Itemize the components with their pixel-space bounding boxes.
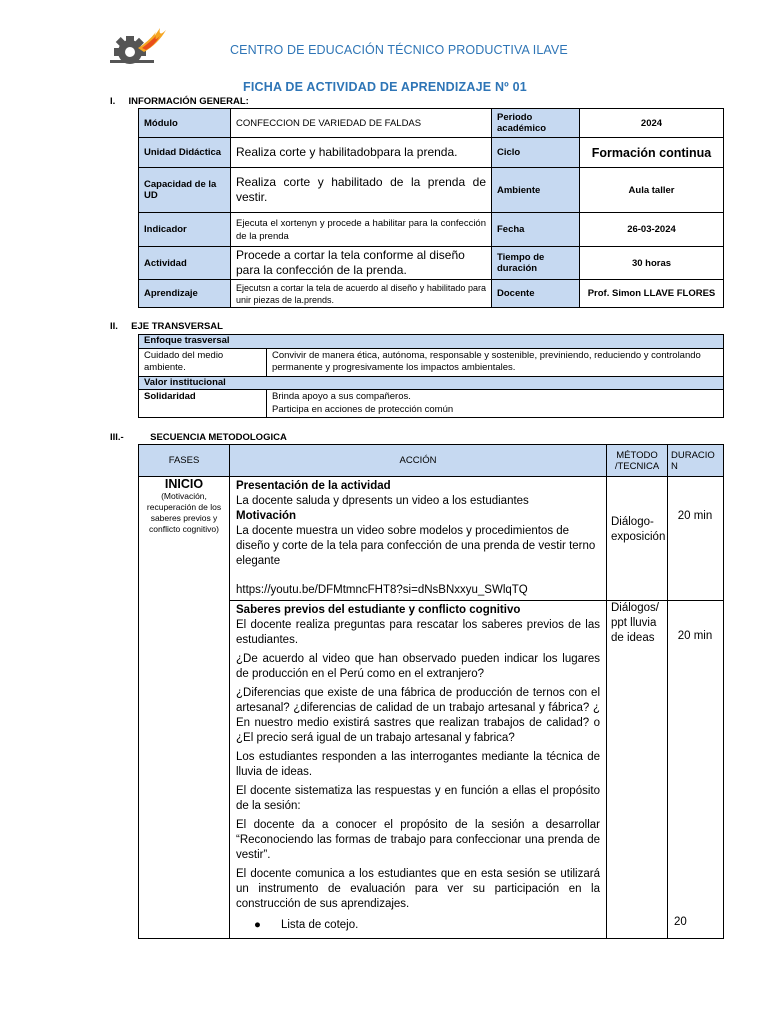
table-row: [139, 477, 724, 601]
section-1-heading: I. INFORMACIÓN GENERAL:: [110, 96, 249, 107]
duracion-cell: 20 min: [677, 630, 713, 642]
activity-text: ¿Diferencias que existe de una fábrica de producción de ternos con el artesanal? ¿diferencias de calidad de un trabajo artesanal y fábrica? ¿ En nuestro medio existirá sastres que realizan trabajos de calidad? o ¿El precio será igual de un trabajo artesanal y fabrica?: [236, 687, 600, 744]
info-value: 26-03-2024: [580, 213, 724, 247]
fase-description: (Motivación, recuperación de los saberes previos y conflicto cognitivo): [146, 491, 222, 534]
info-value: Ejecuta el xortenyn y procede a habilitar para la confección de la prenda: [231, 213, 492, 247]
valor-line: Brinda apoyo a sus compañeros.: [272, 391, 411, 402]
section-3-heading: III.- SECUENCIA METODOLOGICA: [110, 432, 287, 443]
col-header-duracion: DURACIO N: [668, 445, 724, 477]
video-link[interactable]: https://youtu.be/DFMtmncFHT8?si=dNsBNxxyu_SWlqTQ: [236, 584, 528, 596]
info-label: Capacidad de la UD: [139, 168, 231, 213]
info-label: Ambiente: [492, 168, 580, 213]
duracion-cell: 20 min: [668, 477, 724, 601]
info-label: Docente: [492, 280, 580, 308]
info-label: Unidad Didáctica: [139, 138, 231, 168]
list-item: [254, 918, 600, 933]
info-value: Aula taller: [580, 168, 724, 213]
info-value: CONFECCION DE VARIEDAD DE FALDAS: [231, 109, 492, 138]
info-label: Periodo académico: [492, 109, 580, 138]
info-row: [139, 168, 724, 213]
duracion-total: 20: [674, 916, 687, 928]
activity-text: Los estudiantes responden a las interrogantes mediante la técnica de lluvia de ideas.: [236, 751, 600, 778]
methodology-table: [138, 444, 724, 939]
activity-text: El docente sistematiza las respuestas y en función a ellas el propósito de la sesión:: [236, 785, 600, 812]
info-value: Procede a cortar la tela conforme al diseño para la confección de la prenda.: [231, 247, 492, 280]
info-row: [139, 138, 724, 168]
activity-subtitle: Motivación: [236, 510, 297, 522]
activity-text: El docente realiza preguntas para rescatar los saberes previos de las estudiantes.: [236, 619, 600, 646]
info-value: 2024: [580, 109, 724, 138]
info-value: Ejecutsn a cortar la tela de acuerdo al diseño y habilitado para unir piezas de la.prends.: [231, 280, 492, 308]
info-value: Prof. Simon LLAVE FLORES: [580, 280, 724, 308]
info-label: Indicador: [139, 213, 231, 247]
info-label: Módulo: [139, 109, 231, 138]
col-header-fases: FASES: [139, 445, 230, 477]
col-header-metodo: MÉTODO /TECNICA: [607, 445, 668, 477]
info-value: 30 horas: [580, 247, 724, 280]
activity-text: ¿De acuerdo al video que han observado pueden indicar los lugares de producción en el Perú como en el extranjero?: [236, 653, 600, 680]
institution-name: CENTRO DE EDUCACIÓN TÉCNICO PRODUCTIVA ILAVE: [230, 43, 568, 57]
info-label: Aprendizaje: [139, 280, 231, 308]
section-2-heading: II. EJE TRANSVERSAL: [110, 321, 223, 332]
activity-subtitle: Saberes previos del estudiante y conflicto cognitivo: [236, 604, 521, 616]
info-row: [139, 109, 724, 138]
activity-text: La docente muestra un video sobre modelos y procedimientos de diseño y corte de la tela para confección de una prenda de vestir terno elegante: [236, 525, 596, 567]
metodo-cell: Diálogos/ ppt lluvia de ideas: [607, 601, 668, 939]
info-row: [139, 213, 724, 247]
valor-line: Participa en acciones de protección común: [272, 403, 454, 415]
info-label: Actividad: [139, 247, 231, 280]
activity-text: El docente comunica a los estudiantes que en esta sesión se utilizará un instrumento de evaluación para ver su participación en la construcción de sus aprendizajes.: [236, 868, 600, 910]
metodo-cell: Diálogo- exposición: [607, 477, 668, 601]
info-value: Realiza corte y habilitado de la prenda de vestir.: [231, 168, 492, 213]
info-label: Fecha: [492, 213, 580, 247]
enfoque-name: Cuidado del medio ambiente.: [139, 348, 267, 376]
col-header-accion: ACCIÓN: [230, 445, 607, 477]
enfoque-label: Enfoque trasversal: [139, 335, 724, 349]
general-info-table: [138, 108, 724, 308]
bullet-icon: ●: [254, 919, 261, 931]
info-value: Realiza corte y habilitadobpara la prenda.: [231, 138, 492, 168]
transversal-table: [138, 334, 724, 418]
info-label: Ciclo: [492, 138, 580, 168]
list-item-text: Lista de cotejo.: [280, 919, 359, 931]
institution-logo: [108, 22, 170, 64]
info-value: Formación continua: [580, 138, 724, 168]
enfoque-text: Convivir de manera ética, autónoma, responsable y sostenible, previniendo, reduciendo y controlando permanente y progresivamente los impactos ambientales.: [267, 348, 724, 376]
document-title: FICHA DE ACTIVIDAD DE APRENDIZAJE Nº 01: [243, 80, 527, 94]
fase-title: INICIO: [164, 477, 204, 491]
activity-text: La docente saluda y dpresents un video a los estudiantes: [236, 495, 529, 507]
activity-text: El docente da a conocer el propósito de la sesión a desarrollar “Reconociendo las formas de trabajo para confeccionar una prenda de vestir”.: [236, 819, 600, 861]
valor-name: Solidaridad: [139, 390, 267, 418]
info-label: Tiempo de duración: [492, 247, 580, 280]
info-row: [139, 247, 724, 280]
activity-subtitle: Presentación de la actividad: [236, 480, 391, 492]
info-row: [139, 280, 724, 308]
valor-label: Valor institucional: [139, 376, 724, 390]
